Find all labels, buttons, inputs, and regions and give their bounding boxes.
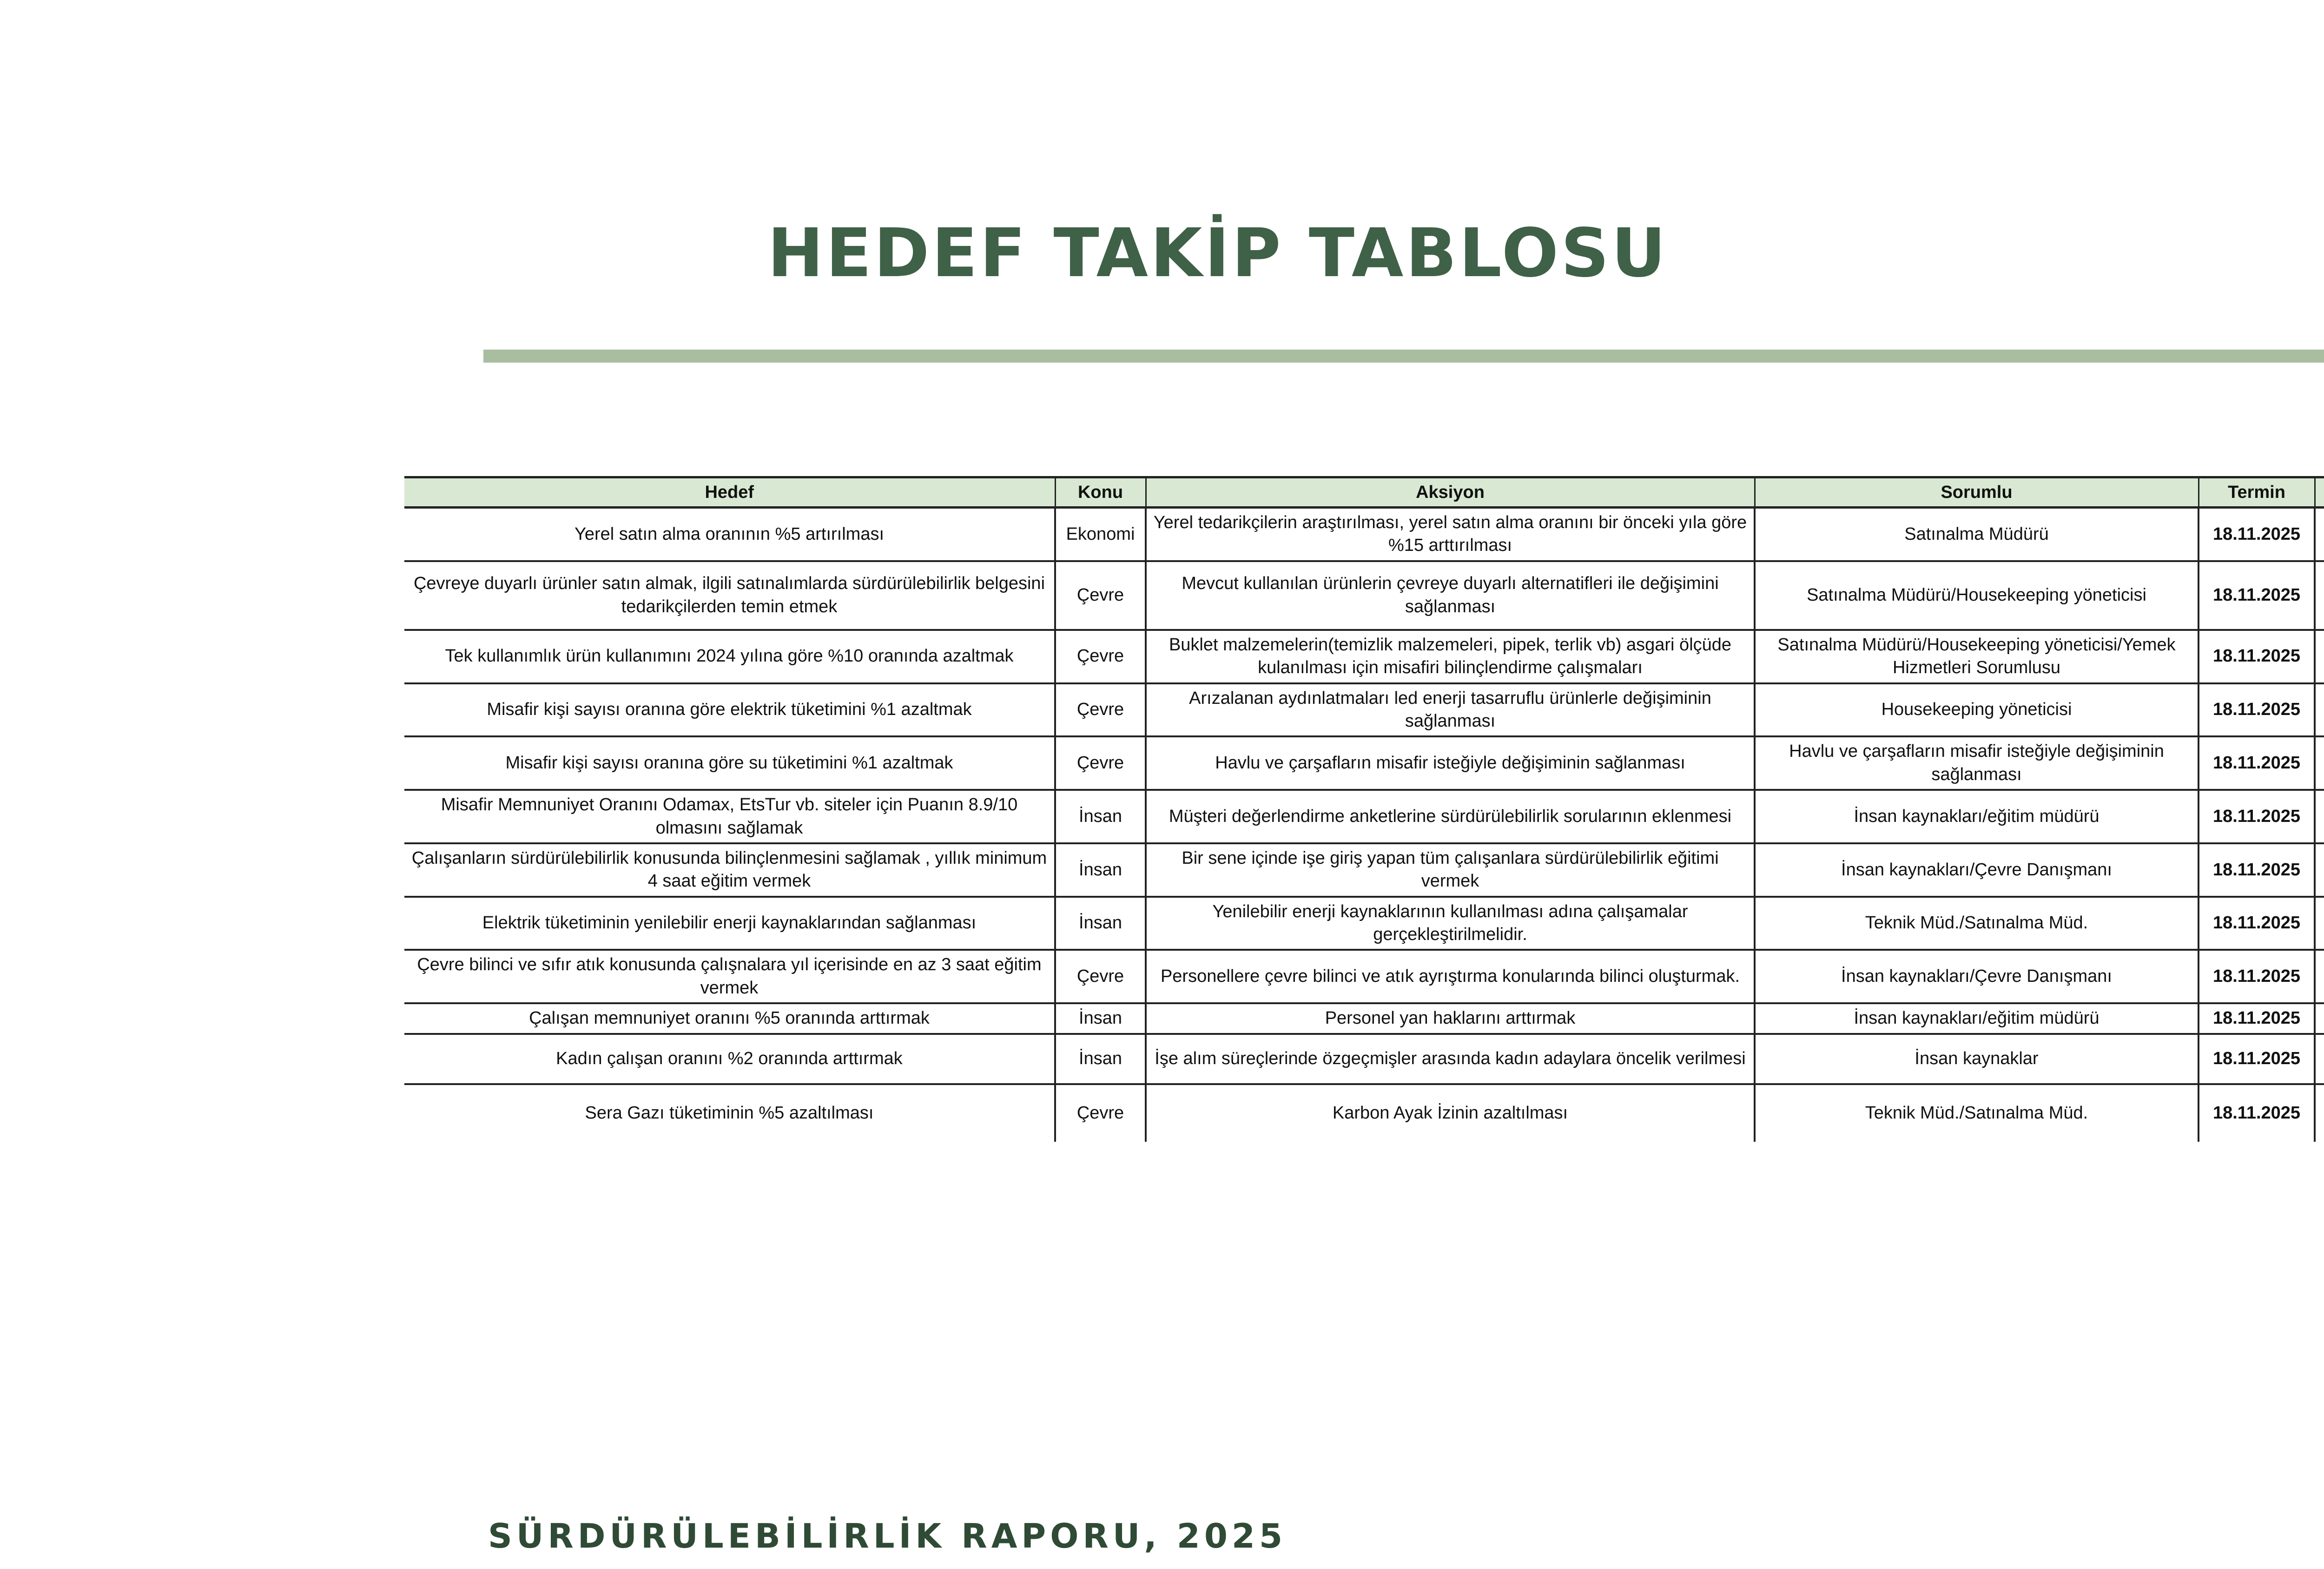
table-row <box>404 1084 2324 1142</box>
table-row <box>404 508 2324 561</box>
cell-aksiyon: Bir sene içinde işe giriş yapan tüm çalışanlara sürdürülebilirlik eğitimi vermek <box>1146 843 1755 897</box>
cell-konu: Çevre <box>1055 630 1146 683</box>
cell-gerceklesme <box>2315 736 2324 790</box>
table-row <box>404 736 2324 790</box>
cell-sorumlu: İnsan kaynakları/Çevre Danışmanı <box>1755 950 2199 1003</box>
cell-konu: Çevre <box>1055 950 1146 1003</box>
cell-aksiyon: Yerel tedarikçilerin araştırılması, yerel satın alma oranını bir önceki yıla göre %15 arttırılması <box>1146 508 1755 561</box>
cell-gerceklesme <box>2315 1034 2324 1084</box>
cell-konu: İnsan <box>1055 843 1146 897</box>
cell-sorumlu: Satınalma Müdürü/Housekeeping yöneticisi/Yemek Hizmetleri Sorumlusu <box>1755 630 2199 683</box>
table-row <box>404 950 2324 1003</box>
cell-gerceklesme <box>2315 630 2324 683</box>
cell-konu: Çevre <box>1055 1084 1146 1142</box>
cell-hedef: Misafir Memnuniyet Oranını Odamax, EtsTur vb. siteler için Puanın 8.9/10 olmasını sağlamak <box>404 790 1055 843</box>
col-header-aksiyon: Aksiyon <box>1146 477 1755 508</box>
table-row <box>404 1003 2324 1033</box>
target-tracking-table <box>404 476 2324 1142</box>
cell-hedef: Çalışan memnuniyet oranını %5 oranında arttırmak <box>404 1003 1055 1033</box>
cell-gerceklesme <box>2315 561 2324 630</box>
cell-sorumlu: Housekeeping yöneticisi <box>1755 683 2199 737</box>
cell-sorumlu: Satınalma Müdürü/Housekeeping yöneticisi <box>1755 561 2199 630</box>
cell-aksiyon: Mevcut kullanılan ürünlerin çevreye duyarlı alternatifleri ile değişimini sağlanması <box>1146 561 1755 630</box>
cell-aksiyon: Karbon Ayak İzinin azaltılması <box>1146 1084 1755 1142</box>
table-row <box>404 897 2324 950</box>
cell-aksiyon: Yenilebilir enerji kaynaklarının kullanılması adına çalışamalar gerçekleştirilmelidir. <box>1146 897 1755 950</box>
cell-gerceklesme <box>2315 790 2324 843</box>
col-header-termin: Termin <box>2199 477 2315 508</box>
table-row <box>404 1034 2324 1084</box>
cell-hedef: Yerel satın alma oranının %5 artırılması <box>404 508 1055 561</box>
cell-gerceklesme <box>2315 843 2324 897</box>
cell-termin: 18.11.2025 <box>2199 950 2315 1003</box>
cell-termin: 18.11.2025 <box>2199 1084 2315 1142</box>
table-row <box>404 843 2324 897</box>
cell-termin: 18.11.2025 <box>2199 736 2315 790</box>
cell-hedef: Tek kullanımlık ürün kullanımını 2024 yılına göre %10 oranında azaltmak <box>404 630 1055 683</box>
cell-termin: 18.11.2025 <box>2199 1034 2315 1084</box>
cell-sorumlu: Satınalma Müdürü <box>1755 508 2199 561</box>
cell-konu: Çevre <box>1055 683 1146 737</box>
cell-konu: İnsan <box>1055 1003 1146 1033</box>
cell-aksiyon: Havlu ve çarşafların misafir isteğiyle değişiminin sağlanması <box>1146 736 1755 790</box>
cell-aksiyon: Personellere çevre bilinci ve atık ayrıştırma konularında bilinci oluşturmak. <box>1146 950 1755 1003</box>
cell-sorumlu: İnsan kaynakları/Çevre Danışmanı <box>1755 843 2199 897</box>
title-underline <box>483 350 2324 363</box>
cell-termin: 18.11.2025 <box>2199 897 2315 950</box>
cell-konu: Çevre <box>1055 561 1146 630</box>
col-header-hedef: Hedef <box>404 477 1055 508</box>
cell-konu: Çevre <box>1055 736 1146 790</box>
cell-sorumlu: İnsan kaynaklar <box>1755 1034 2199 1084</box>
cell-hedef: Misafir kişi sayısı oranına göre elektrik tüketimini %1 azaltmak <box>404 683 1055 737</box>
cell-termin: 18.11.2025 <box>2199 630 2315 683</box>
cell-hedef: Kadın çalışan oranını %2 oranında arttırmak <box>404 1034 1055 1084</box>
cell-aksiyon: İşe alım süreçlerinde özgeçmişler arasında kadın adaylara öncelik verilmesi <box>1146 1034 1755 1084</box>
cell-termin: 18.11.2025 <box>2199 790 2315 843</box>
cell-termin: 18.11.2025 <box>2199 683 2315 737</box>
table-row <box>404 683 2324 737</box>
cell-gerceklesme <box>2315 897 2324 950</box>
cell-gerceklesme <box>2315 950 2324 1003</box>
cell-hedef: Misafir kişi sayısı oranına göre su tüketimini %1 azaltmak <box>404 736 1055 790</box>
cell-termin: 18.11.2025 <box>2199 1003 2315 1033</box>
cell-sorumlu: İnsan kaynakları/eğitim müdürü <box>1755 1003 2199 1033</box>
cell-konu: İnsan <box>1055 790 1146 843</box>
cell-aksiyon: Müşteri değerlendirme anketlerine sürdürülebilirlik sorularının eklenmesi <box>1146 790 1755 843</box>
page-title: HEDEF TAKİP TABLOSU <box>767 214 1668 292</box>
col-header-gerceklesme <box>2315 477 2324 508</box>
cell-hedef: Çalışanların sürdürülebilirlik konusunda bilinçlenmesini sağlamak , yıllık minimum 4 saat eğitim vermek <box>404 843 1055 897</box>
cell-aksiyon: Buklet malzemelerin(temizlik malzemeleri, pipek, terlik vb) asgari ölçüde kulanılması için misafiri bilinçlendirme çalışmaları <box>1146 630 1755 683</box>
cell-gerceklesme <box>2315 1084 2324 1142</box>
col-header-sorumlu: Sorumlu <box>1755 477 2199 508</box>
cell-hedef: Sera Gazı tüketiminin %5 azaltılması <box>585 1103 874 1123</box>
table-row <box>404 561 2324 630</box>
cell-gerceklesme <box>2315 1003 2324 1033</box>
cell-sorumlu: Havlu ve çarşafların misafir isteğiyle değişiminin sağlanması <box>1755 736 2199 790</box>
cell-termin: 18.11.2025 <box>2199 508 2315 561</box>
cell-konu: İnsan <box>1055 897 1146 950</box>
cell-gerceklesme <box>2315 508 2324 561</box>
cell-sorumlu: Teknik Müd./Satınalma Müd. <box>1755 1084 2199 1142</box>
cell-hedef: Çevre bilinci ve sıfır atık konusunda çalışnalara yıl içerisinde en az 3 saat eğitim vermek <box>404 950 1055 1003</box>
cell-hedef: Çevreye duyarlı ürünler satın almak, ilgili satınalımlarda sürdürülebilirlik belgesini tedarikçilerden temin etmek <box>404 561 1055 630</box>
table-row <box>404 630 2324 683</box>
cell-aksiyon: Arızalanan aydınlatmaları led enerji tasarruflu ürünlerle değişiminin sağlanması <box>1146 683 1755 737</box>
table-row <box>404 790 2324 843</box>
col-header-konu: Konu <box>1055 477 1146 508</box>
cell-sorumlu: Teknik Müd./Satınalma Müd. <box>1755 897 2199 950</box>
table-header-row <box>404 477 2324 508</box>
cell-termin: 18.11.2025 <box>2199 561 2315 630</box>
cell-konu: Ekonomi <box>1055 508 1146 561</box>
cell-aksiyon: Personel yan haklarını arttırmak <box>1146 1003 1755 1033</box>
cell-termin: 18.11.2025 <box>2199 843 2315 897</box>
cell-gerceklesme <box>2315 683 2324 737</box>
cell-hedef: Elektrik tüketiminin yenilebilir enerji kaynaklarından sağlanması <box>404 897 1055 950</box>
cell-sorumlu: İnsan kaynakları/eğitim müdürü <box>1755 790 2199 843</box>
report-footer: SÜRDÜRÜLEBİLİRLİK RAPORU, 2025 <box>488 1516 1287 1556</box>
cell-konu: İnsan <box>1055 1034 1146 1084</box>
